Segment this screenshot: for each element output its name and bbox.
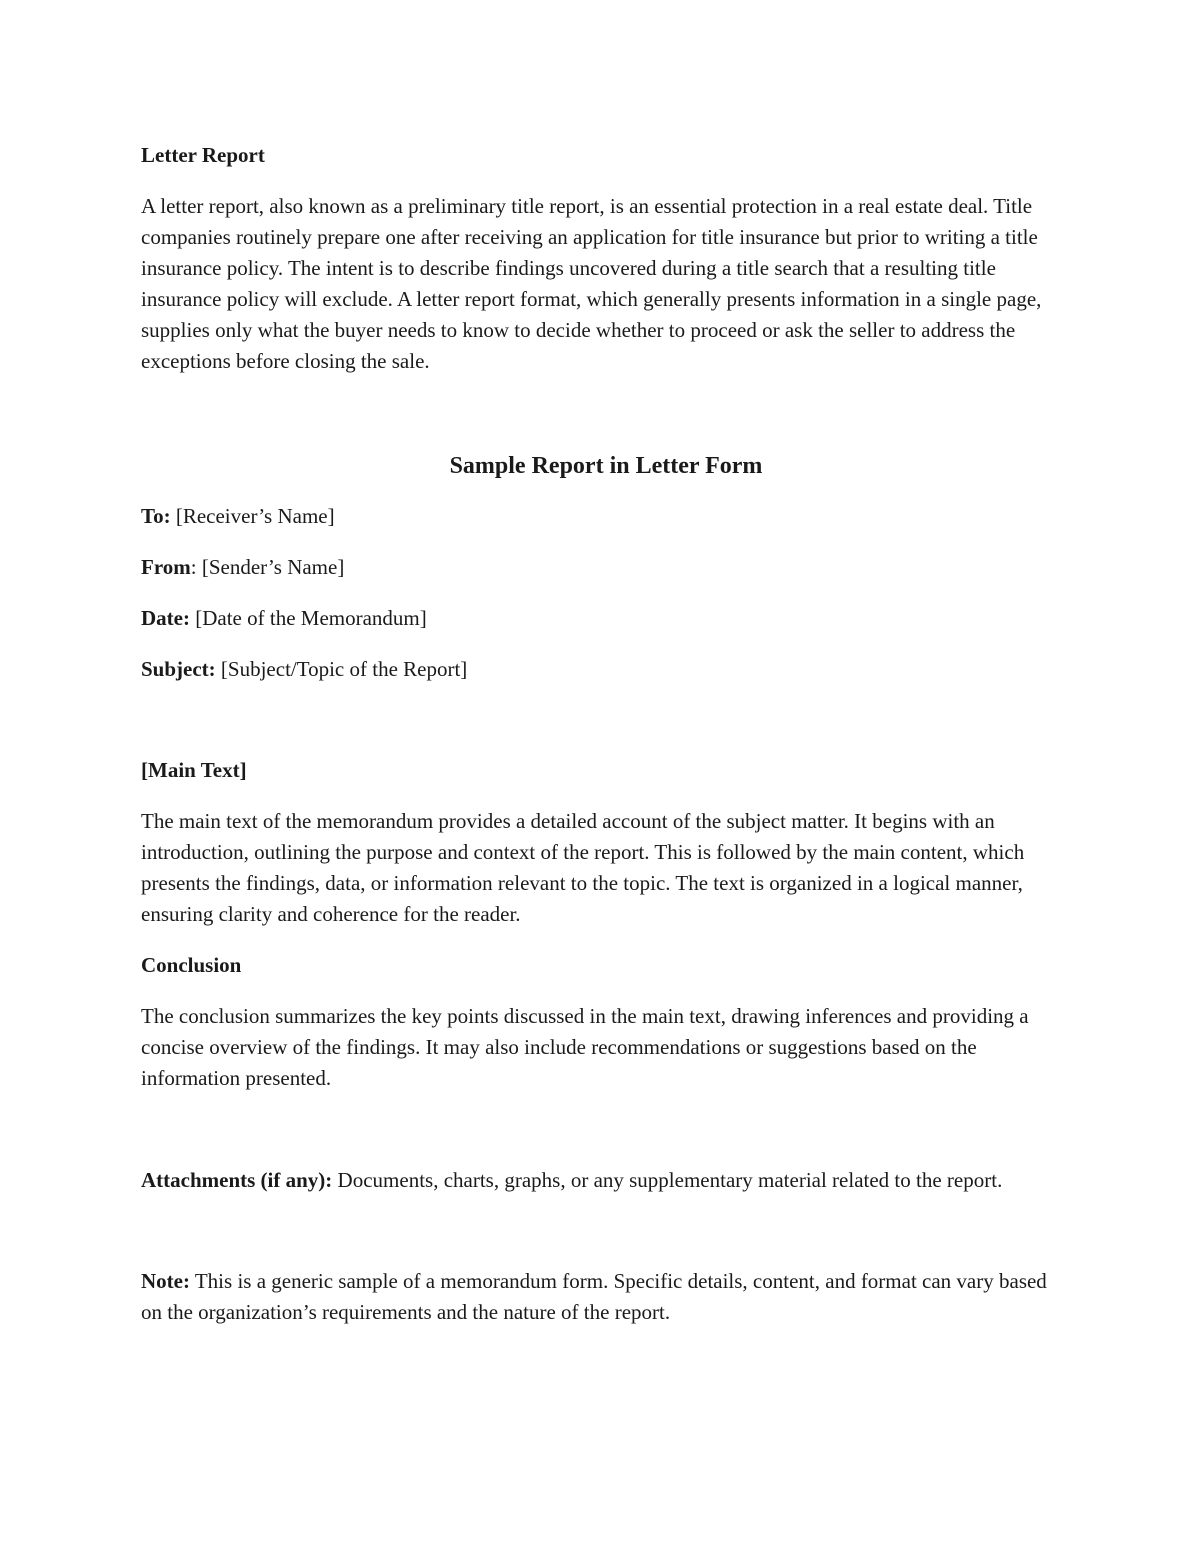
- sample-report-title: Sample Report in Letter Form: [449, 453, 763, 479]
- document-body: [141, 140, 1071, 1328]
- date-value: [Date of the Memorandum]: [189, 606, 427, 630]
- date-label: Date:: [141, 606, 190, 630]
- note-label: Note:: [141, 1269, 190, 1293]
- to-label: To:: [141, 504, 171, 528]
- attachments-line: [141, 1165, 1071, 1196]
- note-text: This is a generic sample of a memorandum form. Specific details, content, and format can vary based on the organization’s requirements and the nature of the report.: [141, 1269, 1047, 1324]
- from-label: From: [141, 555, 191, 579]
- from-value: : [Sender’s Name]: [190, 555, 345, 579]
- intro-paragraph: A letter report, also known as a preliminary title report, is an essential protection in a real estate deal. Title companies routinely prepare one after receiving an application for title insurance but prior to writing a title insurance policy. The intent is to describe findings uncovered during a title search that a resulting title insurance policy will exclude. A letter report format, which generally presents information in a single page, supplies only what the buyer needs to know to decide whether to proceed or ask the seller to address the exceptions before closing the sale.: [141, 194, 1042, 373]
- attachments-text: Documents, charts, graphs, or any supplementary material related to the report.: [332, 1168, 1003, 1192]
- main-text-paragraph: The main text of the memorandum provides a detailed account of the subject matter. It begins with an introduction, outlining the purpose and context of the report. This is followed by the main content, which presents the findings, data, or information relevant to the topic. The text is organized in a logical manner, ensuring clarity and coherence for the reader.: [141, 809, 1025, 926]
- note-line: [141, 1266, 1071, 1328]
- subject-value: [Subject/Topic of the Report]: [215, 657, 468, 681]
- subject-field: [141, 654, 1071, 685]
- from-field: [141, 552, 1071, 583]
- subject-label: Subject:: [141, 657, 216, 681]
- date-field: [141, 603, 1071, 634]
- to-value: [Receiver’s Name]: [170, 504, 335, 528]
- main-text-heading: [Main Text]: [141, 758, 247, 782]
- conclusion-heading: Conclusion: [141, 953, 242, 977]
- to-field: [141, 501, 1071, 532]
- attachments-label: Attachments (if any):: [141, 1168, 333, 1192]
- intro-heading: Letter Report: [141, 143, 265, 167]
- conclusion-paragraph: The conclusion summarizes the key points discussed in the main text, drawing inferences and providing a concise overview of the findings. It may also include recommendations or suggestions based on the information presented.: [141, 1004, 1029, 1090]
